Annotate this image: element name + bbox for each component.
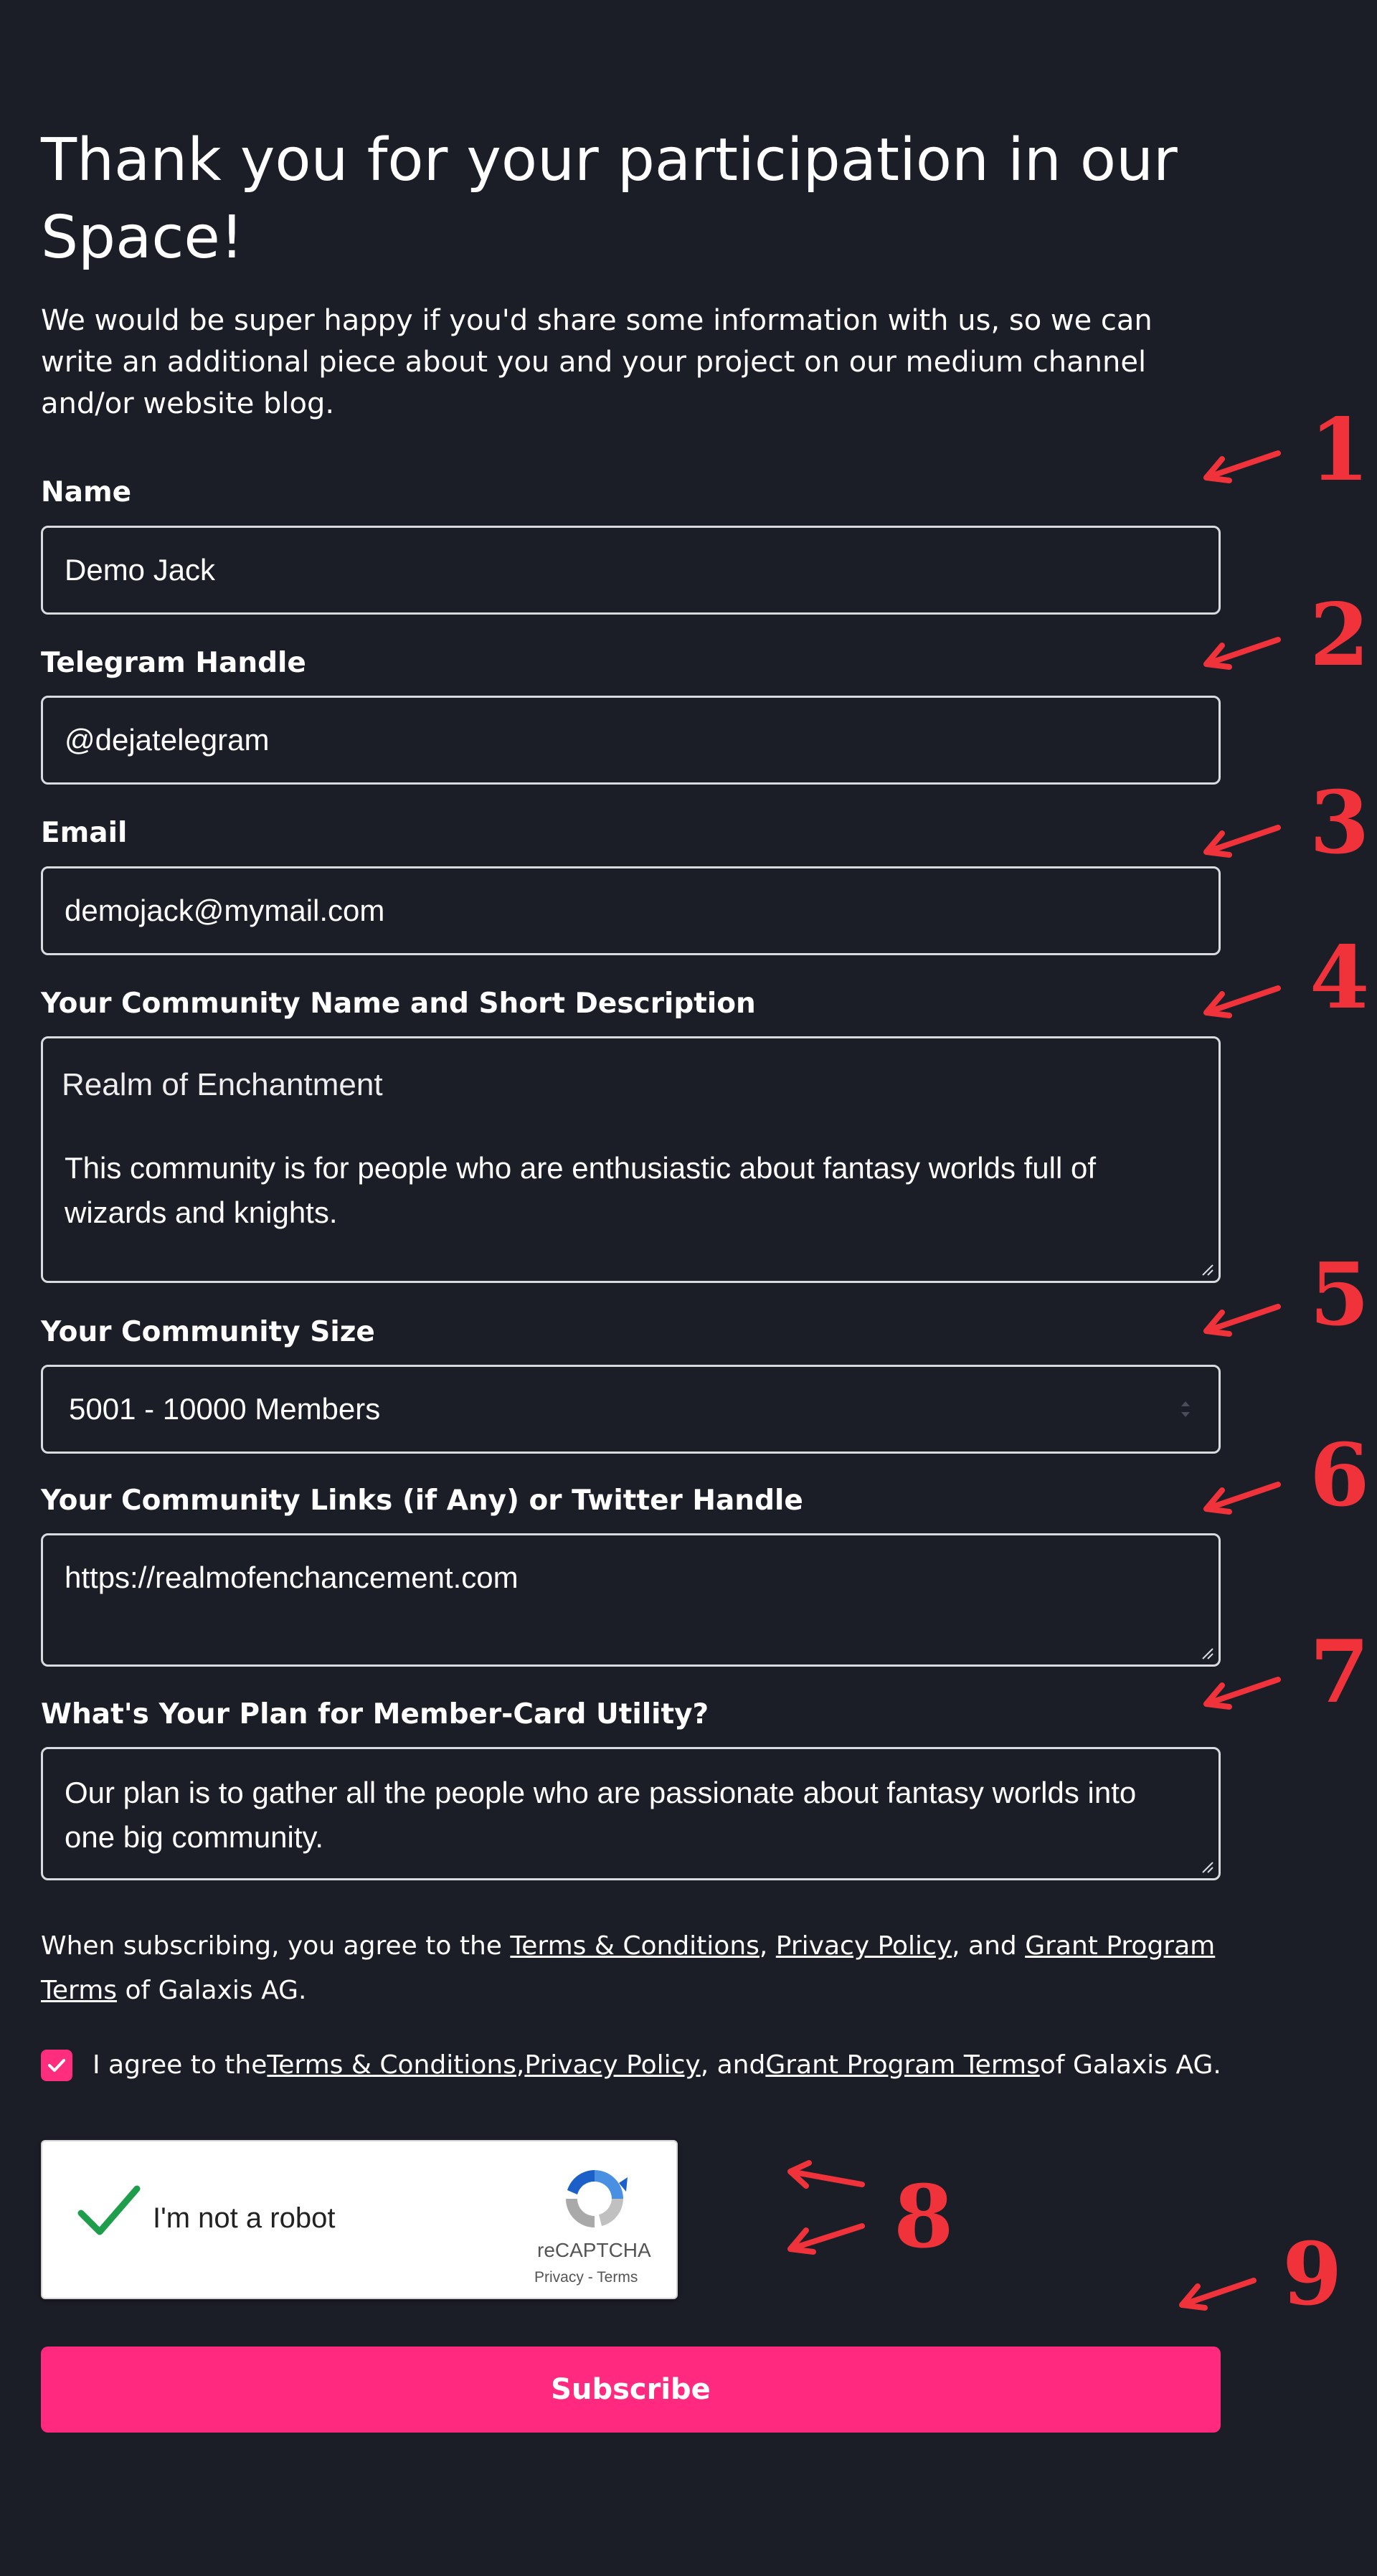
checkbox-privacy-link[interactable]: Privacy Policy <box>524 2050 701 2080</box>
annotation-number: 1 <box>1310 399 1370 501</box>
checkbox-sep2: , and <box>700 2050 766 2080</box>
telegram-label: Telegram Handle <box>41 647 306 679</box>
recaptcha-widget[interactable] <box>41 2140 678 2299</box>
page-title: Thank you for your participation in our Space! <box>41 126 1178 272</box>
select-arrows-icon <box>1178 1398 1193 1421</box>
recaptcha-dash: - <box>583 2269 597 2286</box>
annotation-arrow-icon <box>782 2216 868 2259</box>
links-value: https://realmofenchancement.com <box>65 1561 519 1594</box>
check-icon <box>47 2058 66 2073</box>
agreement-text <box>41 1924 1231 2013</box>
annotation-arrow-icon <box>1173 2272 1259 2315</box>
annotation-number: 2 <box>1310 584 1370 686</box>
recaptcha-checkmark-icon[interactable] <box>77 2183 141 2240</box>
resize-grip-icon[interactable] <box>1201 1647 1214 1660</box>
annotation-arrow-icon <box>1198 1298 1284 1341</box>
telegram-value: @dejatelegram <box>65 723 270 757</box>
size-selected-value: 5001 - 10000 Members <box>69 1392 381 1426</box>
telegram-input[interactable] <box>41 696 1221 785</box>
annotation-number: 3 <box>1310 772 1370 873</box>
annotation-arrow-icon <box>1198 631 1284 674</box>
annotation-number: 5 <box>1310 1244 1370 1345</box>
name-label: Name <box>41 476 132 508</box>
plan-label: What's Your Plan for Member-Card Utility? <box>41 1698 709 1730</box>
community-textarea[interactable] <box>41 1036 1221 1283</box>
annotation-number: 6 <box>1310 1425 1370 1526</box>
recaptcha-brand: reCAPTCHA <box>537 2239 651 2261</box>
subscribe-button[interactable]: Subscribe <box>41 2347 1221 2433</box>
resize-grip-icon[interactable] <box>1201 1264 1214 1277</box>
annotation-arrow-icon <box>1198 980 1284 1023</box>
recaptcha-privacy-link[interactable]: Privacy <box>534 2269 584 2286</box>
annotation-arrow-icon <box>1198 1476 1284 1519</box>
annotation-number: 7 <box>1310 1621 1370 1723</box>
checkbox-suffix: of Galaxis AG. <box>1039 2050 1221 2080</box>
checkbox-sep1: , <box>516 2050 525 2080</box>
size-select[interactable] <box>41 1365 1221 1454</box>
annotation-number: 9 <box>1282 2224 1343 2325</box>
annotation-arrow-icon <box>1198 819 1284 862</box>
name-value: Demo Jack <box>65 553 216 587</box>
form-page <box>41 122 1221 425</box>
community-label: Your Community Name and Short Description <box>41 988 756 1020</box>
checkbox-terms-link[interactable]: Terms & Conditions <box>267 2050 516 2080</box>
terms-link[interactable]: Terms & Conditions <box>510 1931 760 1961</box>
grant-link[interactable]: Grant Program Terms <box>41 1931 1216 2005</box>
community-description: This community is for people who are enthusiastic about fantasy worlds full of wizards and knights. <box>65 1151 1097 1229</box>
agreement-sep2: , and <box>952 1931 1026 1961</box>
plan-textarea[interactable] <box>41 1747 1221 1880</box>
plan-value: Our plan is to gather all the people who are passionate about fantasy worlds into one big community. <box>65 1776 1137 1854</box>
recaptcha-links <box>534 2269 638 2286</box>
size-label: Your Community Size <box>41 1316 375 1348</box>
email-value: demojack@mymail.com <box>65 894 385 927</box>
annotation-arrow-icon <box>782 2159 868 2194</box>
agree-checkbox[interactable] <box>41 2050 72 2081</box>
recaptcha-terms-link[interactable]: Terms <box>597 2269 638 2286</box>
links-label: Your Community Links (if Any) or Twitter Handle <box>41 1484 803 1517</box>
email-input[interactable] <box>41 866 1221 955</box>
agree-checkbox-row <box>41 2048 1221 2083</box>
annotation-number: 4 <box>1310 927 1370 1028</box>
intro-text: We would be super happy if you'd share some information with us, so we can write an additional piece about you and your project on our medium channel and/or website blog. <box>41 304 1153 420</box>
community-title-line: Realm of Enchantment <box>62 1067 383 1102</box>
privacy-link[interactable]: Privacy Policy <box>775 1931 952 1961</box>
name-input[interactable] <box>41 526 1221 615</box>
agreement-sep1: , <box>759 1931 776 1961</box>
checkbox-prefix: I agree to the <box>93 2050 268 2080</box>
annotation-arrow-icon <box>1198 445 1284 488</box>
agreement-suffix: of Galaxis AG. <box>117 1976 307 2005</box>
recaptcha-label: I'm not a robot <box>153 2202 336 2234</box>
recaptcha-logo-icon <box>559 2163 630 2235</box>
annotation-number: 8 <box>894 2167 954 2268</box>
agreement-prefix: When subscribing, you agree to the <box>41 1931 511 1961</box>
checkbox-grant-link[interactable]: Grant Program Terms <box>765 2050 1040 2080</box>
resize-grip-icon[interactable] <box>1201 1861 1214 1874</box>
annotation-arrow-icon <box>1198 1671 1284 1714</box>
email-label: Email <box>41 817 128 849</box>
links-textarea[interactable] <box>41 1533 1221 1667</box>
